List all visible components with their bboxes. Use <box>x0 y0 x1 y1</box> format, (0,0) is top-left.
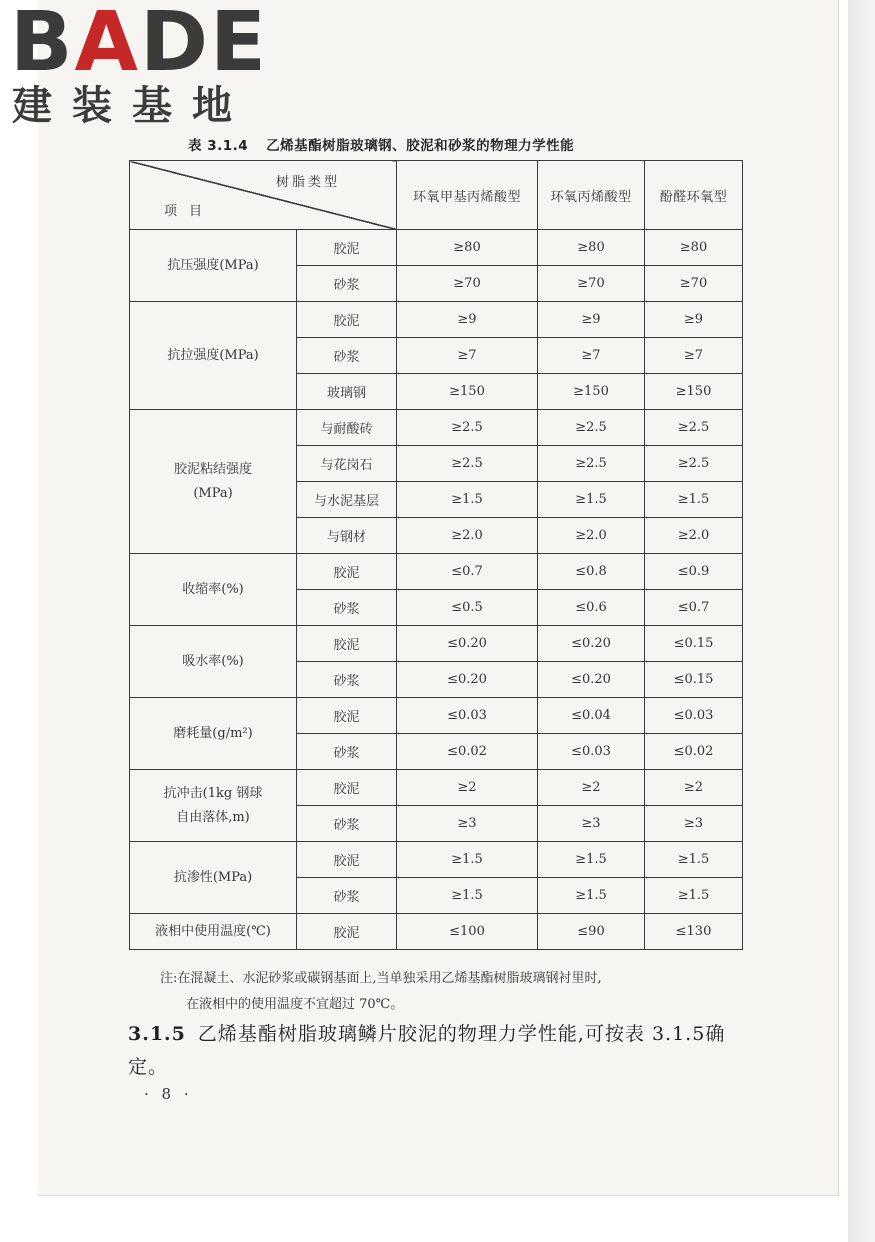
table-row <box>130 554 743 590</box>
value-cell: ≥7 <box>645 338 743 374</box>
value-cell: ≤0.03 <box>397 698 538 734</box>
property-name-cell: 抗拉强度(MPa) <box>130 302 297 410</box>
value-cell: ≤0.02 <box>645 734 743 770</box>
table-title: 乙烯基酯树脂玻璃钢、胶泥和砂浆的物理力学性能 <box>266 138 575 154</box>
header-item: 项目 <box>164 204 215 219</box>
value-cell: ≥1.5 <box>397 482 538 518</box>
material-cell: 胶泥 <box>297 554 397 590</box>
table-number: 表 3.1.4 <box>188 138 249 154</box>
value-cell: ≥9 <box>538 302 645 338</box>
value-cell: ≥80 <box>397 230 538 266</box>
table-row <box>130 770 743 806</box>
value-cell: ≤0.15 <box>645 662 743 698</box>
property-name-cell: 收缩率(%) <box>130 554 297 626</box>
value-cell: ≤100 <box>397 914 538 950</box>
table-caption <box>188 134 708 154</box>
value-cell: ≤0.5 <box>397 590 538 626</box>
diagonal-header-cell <box>130 161 397 230</box>
bade-logo-chinese: 建装基地 <box>12 83 252 129</box>
value-cell: ≤0.9 <box>645 554 743 590</box>
table-note <box>160 966 760 1018</box>
material-cell: 砂浆 <box>297 806 397 842</box>
value-cell: ≥2.5 <box>538 446 645 482</box>
material-cell: 砂浆 <box>297 734 397 770</box>
material-cell: 胶泥 <box>297 626 397 662</box>
value-cell: ≤0.20 <box>538 662 645 698</box>
property-name-cell: 吸水率(%) <box>130 626 297 698</box>
value-cell: ≤90 <box>538 914 645 950</box>
table-row <box>130 698 743 734</box>
value-cell: ≥2.5 <box>397 446 538 482</box>
property-name-cell: 液相中使用温度(℃) <box>130 914 297 950</box>
table-row <box>130 914 743 950</box>
material-cell: 砂浆 <box>297 338 397 374</box>
header-resin-type: 树脂类型 <box>275 175 340 190</box>
value-cell: ≤0.04 <box>538 698 645 734</box>
value-cell: ≤0.20 <box>538 626 645 662</box>
material-cell: 砂浆 <box>297 590 397 626</box>
value-cell: ≥9 <box>397 302 538 338</box>
value-cell: ≥1.5 <box>538 842 645 878</box>
material-cell: 与花岗石 <box>297 446 397 482</box>
table-header-row <box>130 161 743 230</box>
property-name-cell: 抗冲击(1kg 钢球 自由落体,m) <box>130 770 297 842</box>
value-cell: ≥9 <box>645 302 743 338</box>
value-cell: ≥70 <box>538 266 645 302</box>
material-cell: 胶泥 <box>297 302 397 338</box>
value-cell: ≤0.20 <box>397 662 538 698</box>
column-header: 环氧丙烯酸型 <box>538 161 645 230</box>
material-cell: 胶泥 <box>297 914 397 950</box>
section-3-1-5 <box>128 1018 748 1084</box>
value-cell: ≥150 <box>538 374 645 410</box>
value-cell: ≥150 <box>645 374 743 410</box>
property-name-cell: 胶泥粘结强度 (MPa) <box>130 410 297 554</box>
scan-edge <box>848 0 875 1242</box>
value-cell: ≥7 <box>397 338 538 374</box>
value-cell: ≥7 <box>538 338 645 374</box>
bade-logo: BADE <box>10 0 269 90</box>
table-row <box>130 410 743 446</box>
section-number: 3.1.5 <box>128 1023 186 1045</box>
table-row <box>130 230 743 266</box>
value-cell: ≤130 <box>645 914 743 950</box>
value-cell: ≥2.0 <box>645 518 743 554</box>
material-cell: 砂浆 <box>297 266 397 302</box>
material-cell: 与耐酸砖 <box>297 410 397 446</box>
value-cell: ≥2.5 <box>645 410 743 446</box>
value-cell: ≥1.5 <box>645 482 743 518</box>
value-cell: ≥1.5 <box>538 878 645 914</box>
material-cell: 胶泥 <box>297 698 397 734</box>
value-cell: ≥80 <box>645 230 743 266</box>
material-cell: 胶泥 <box>297 842 397 878</box>
value-cell: ≥80 <box>538 230 645 266</box>
value-cell: ≥2.0 <box>397 518 538 554</box>
note-line-2: 在液相中的使用温度不宜超过 70℃。 <box>186 997 404 1012</box>
value-cell: ≤0.6 <box>538 590 645 626</box>
property-name-cell: 抗压强度(MPa) <box>130 230 297 302</box>
property-name-cell: 抗渗性(MPa) <box>130 842 297 914</box>
value-cell: ≤0.03 <box>538 734 645 770</box>
value-cell: ≥2 <box>645 770 743 806</box>
material-cell: 与水泥基层 <box>297 482 397 518</box>
value-cell: ≥3 <box>397 806 538 842</box>
value-cell: ≥2 <box>538 770 645 806</box>
column-header: 酚醛环氧型 <box>645 161 743 230</box>
value-cell: ≥2.5 <box>645 446 743 482</box>
value-cell: ≤0.7 <box>397 554 538 590</box>
value-cell: ≥2.0 <box>538 518 645 554</box>
value-cell: ≥70 <box>645 266 743 302</box>
value-cell: ≥2 <box>397 770 538 806</box>
value-cell: ≥1.5 <box>397 878 538 914</box>
value-cell: ≥3 <box>538 806 645 842</box>
material-cell: 胶泥 <box>297 230 397 266</box>
value-cell: ≤0.15 <box>645 626 743 662</box>
table-row <box>130 842 743 878</box>
value-cell: ≥1.5 <box>645 842 743 878</box>
material-cell: 胶泥 <box>297 770 397 806</box>
section-text: 乙烯基酯树脂玻璃鳞片胶泥的物理力学性能,可按表 3.1.5确定。 <box>128 1023 726 1078</box>
material-cell: 玻璃钢 <box>297 374 397 410</box>
value-cell: ≥70 <box>397 266 538 302</box>
material-cell: 与钢材 <box>297 518 397 554</box>
value-cell: ≥3 <box>645 806 743 842</box>
note-line-1: 注:在混凝土、水泥砂浆或碳钢基面上,当单独采用乙烯基酯树脂玻璃钢衬里时, <box>160 971 602 986</box>
table-row <box>130 302 743 338</box>
column-header: 环氧甲基丙烯酸型 <box>397 161 538 230</box>
material-cell: 砂浆 <box>297 662 397 698</box>
value-cell: ≥2.5 <box>538 410 645 446</box>
material-cell: 砂浆 <box>297 878 397 914</box>
value-cell: ≤0.03 <box>645 698 743 734</box>
value-cell: ≥150 <box>397 374 538 410</box>
value-cell: ≥2.5 <box>397 410 538 446</box>
value-cell: ≤0.20 <box>397 626 538 662</box>
value-cell: ≤0.02 <box>397 734 538 770</box>
value-cell: ≥1.5 <box>538 482 645 518</box>
value-cell: ≥1.5 <box>645 878 743 914</box>
table-row <box>130 626 743 662</box>
value-cell: ≤0.7 <box>645 590 743 626</box>
value-cell: ≥1.5 <box>397 842 538 878</box>
value-cell: ≤0.8 <box>538 554 645 590</box>
properties-table <box>129 160 743 950</box>
page-number: · 8 · <box>144 1085 193 1103</box>
property-name-cell: 磨耗量(g/m²) <box>130 698 297 770</box>
